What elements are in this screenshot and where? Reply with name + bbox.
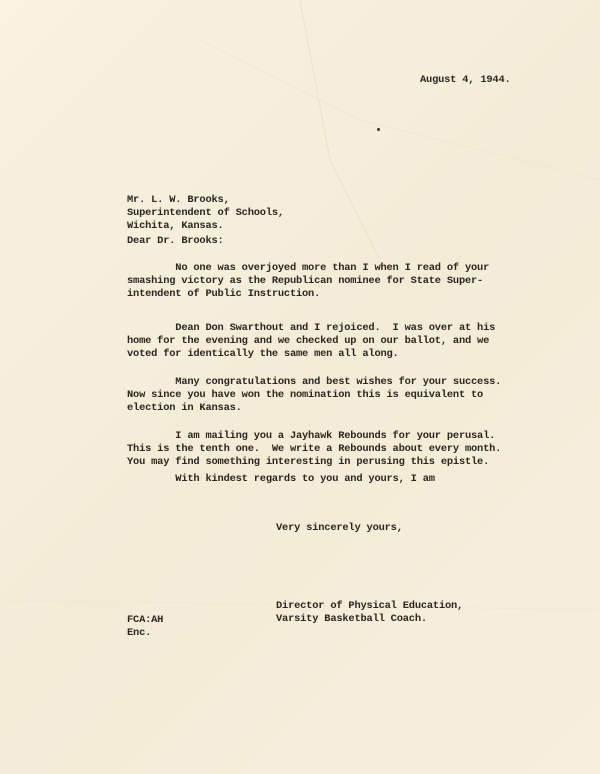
address-line: Superintendent of Schools,: [127, 207, 284, 219]
letter-date: August 4, 1944.: [420, 74, 511, 86]
reference-line: FCA:AH: [127, 614, 164, 626]
paragraph-4: I am mailing you a Jayhawk Rebounds for your perusal. This is the tenth one. We write a Rebounds about every month. You may find something interesting in perusing this epistle.: [127, 430, 502, 468]
paragraph-1: No one was overjoyed more than I when I read of your smashing victory as the Republican nominee for State Super- intendent of Public Instruction.: [127, 262, 490, 300]
signature-title: Director of Physical Education,: [276, 600, 464, 612]
reference-line: Enc.: [127, 627, 152, 639]
salutation: Dear Dr. Brooks:: [127, 235, 224, 247]
reference-initials: [127, 614, 163, 640]
recipient-address: [127, 194, 284, 233]
paragraph-2: Dean Don Swarthout and I rejoiced. I was over at his home for the evening and we checked up on our ballot, and we voted for identically the same men all along.: [127, 322, 496, 360]
complimentary-close: Very sincerely yours,: [276, 522, 403, 534]
paragraph-3: Many congratulations and best wishes for your success. Now since you have won the nomination this is equivalent to election in Kansas.: [127, 376, 502, 414]
address-line: Wichita, Kansas.: [127, 220, 224, 232]
signature-title: Varsity Basketball Coach.: [276, 613, 427, 625]
paragraph-5: With kindest regards to you and yours, I am: [127, 473, 435, 485]
ink-speck: [377, 128, 380, 131]
signature-block: [276, 600, 463, 626]
address-line: Mr. L. W. Brooks,: [127, 194, 230, 206]
